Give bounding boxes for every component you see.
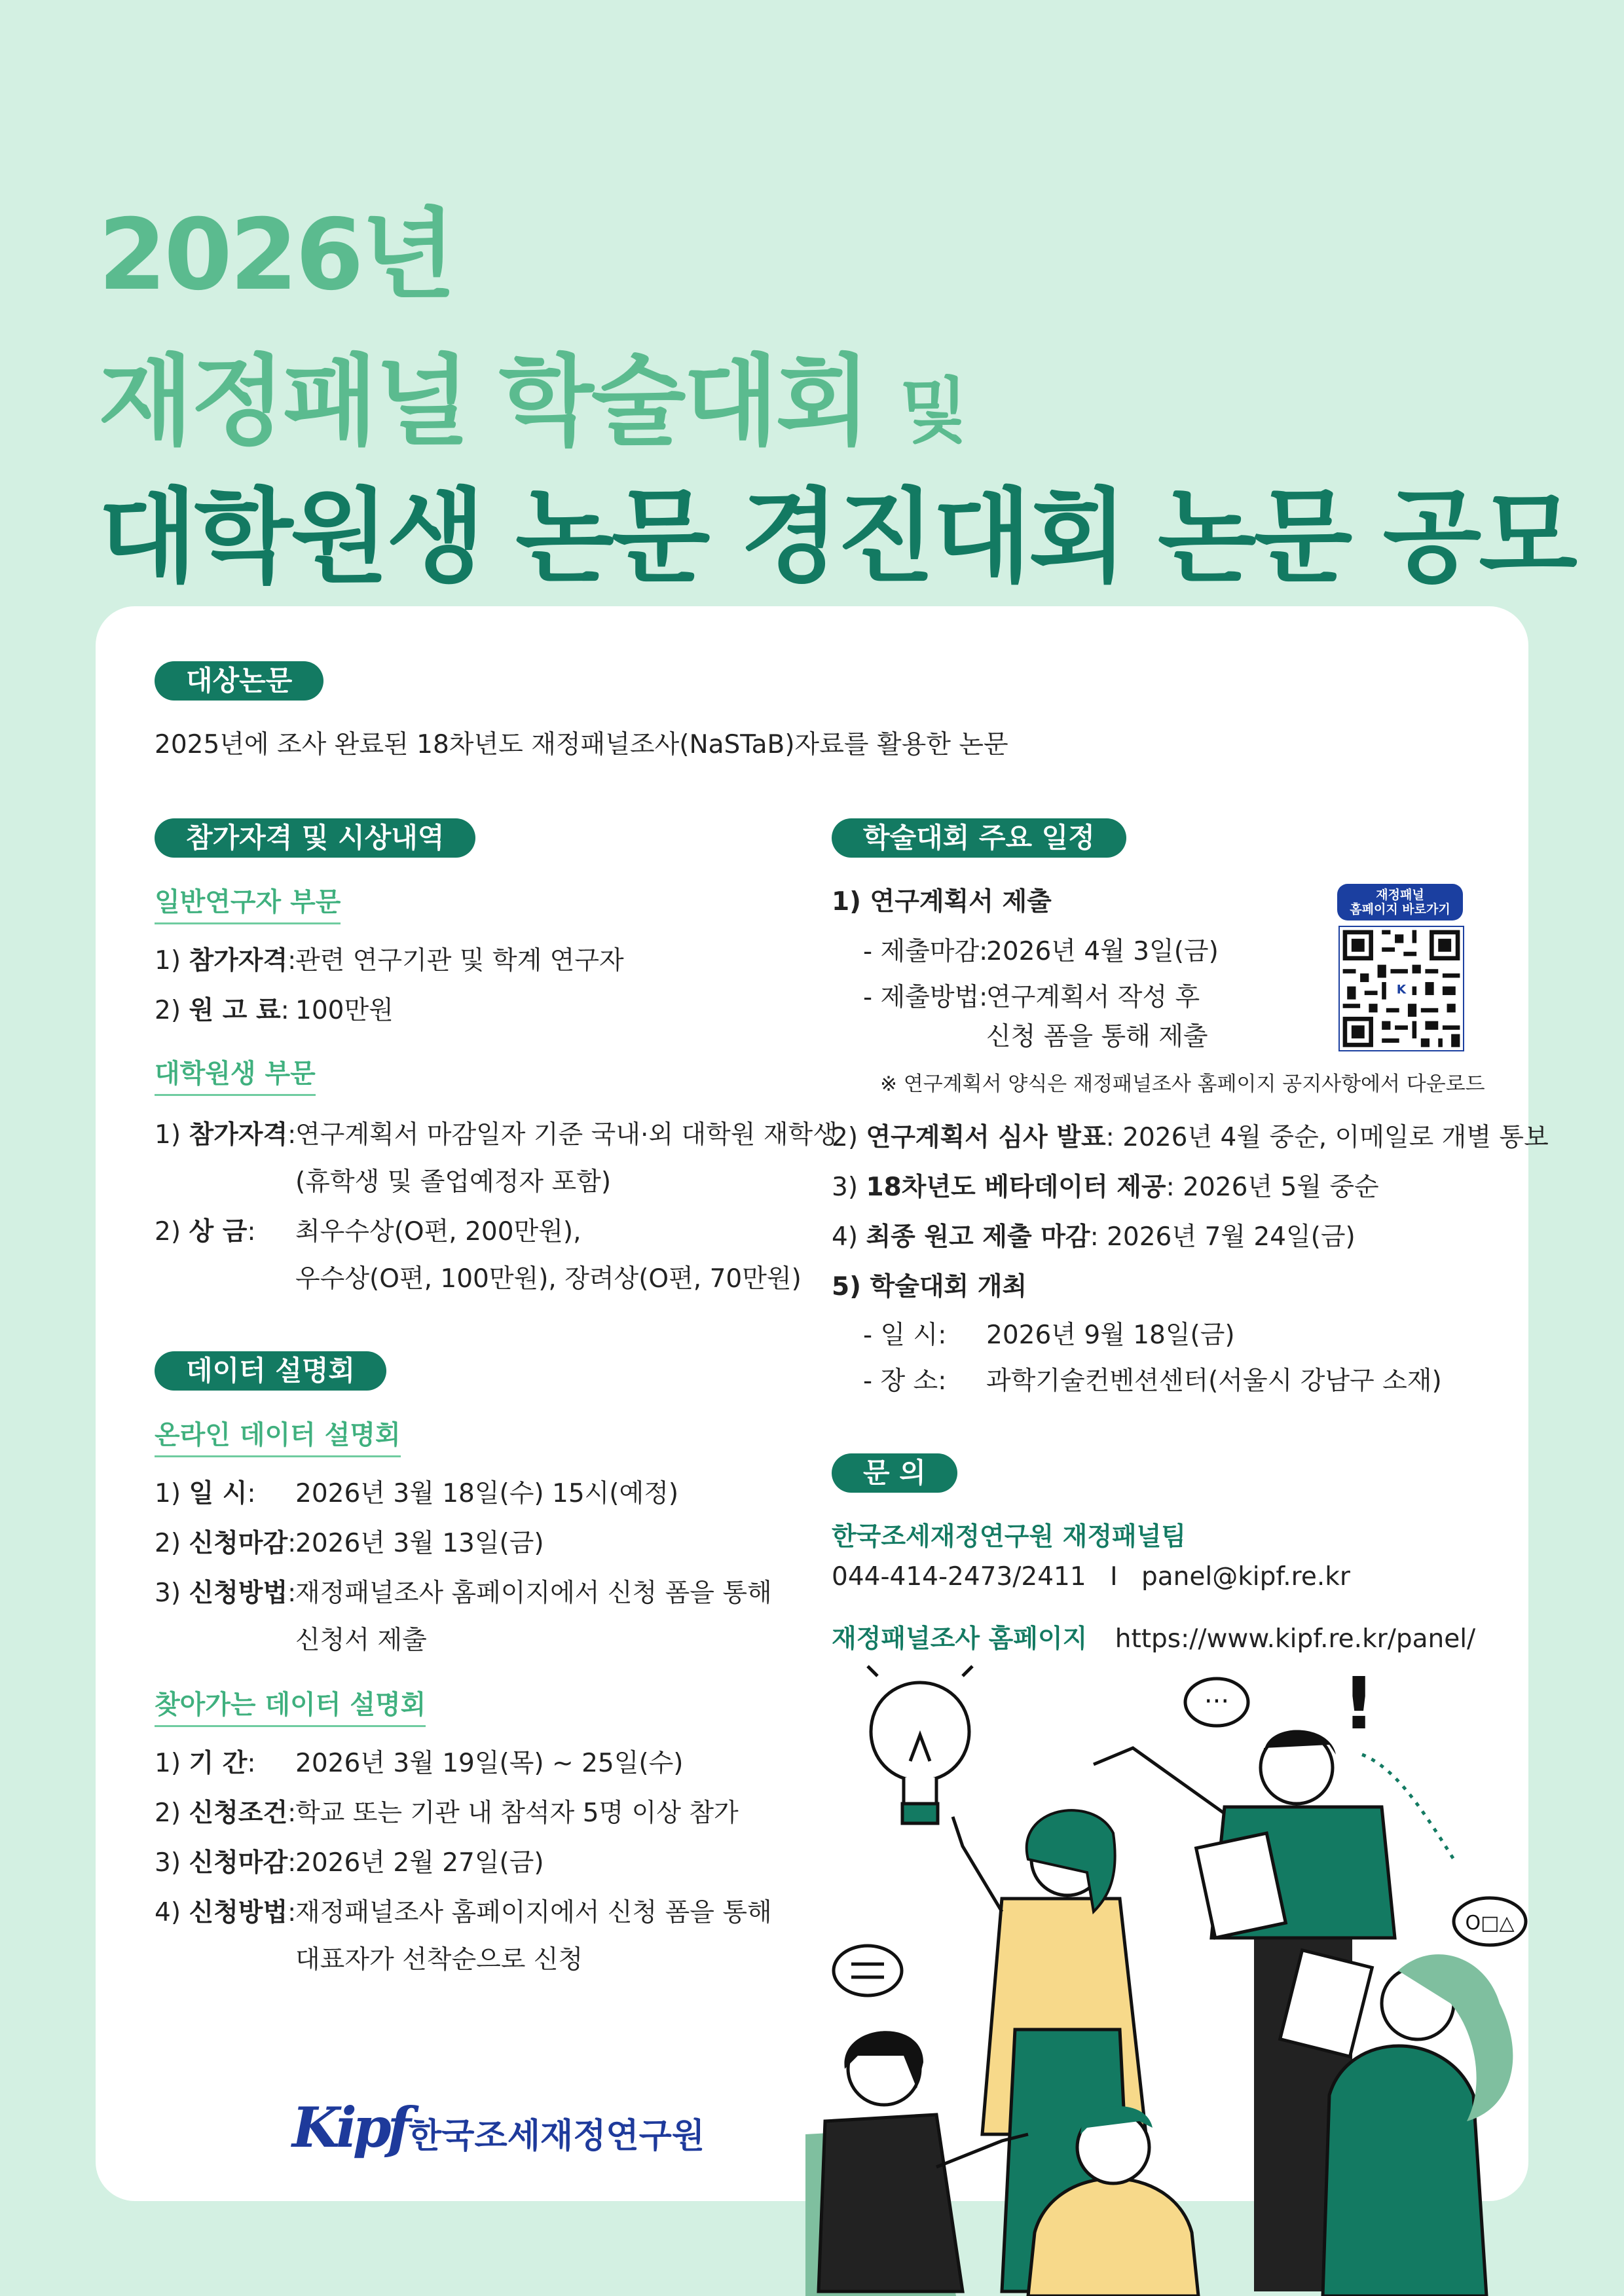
item-text: : 2026년 5월 중순 — [1166, 1173, 1379, 1202]
grad-item-2-line-2: 우수상(O편, 100만원), 장려상(O편, 70만원) — [295, 1264, 802, 1294]
schedule-1-method-label: - 제출방법: — [863, 983, 988, 1012]
online-item-3: 3) 신청방법: — [155, 1578, 297, 1608]
schedule-1-note: ※ 연구계획서 양식은 재정패널조사 홈페이지 공지사항에서 다운로드 — [880, 1072, 1485, 1096]
contact-phone-email — [832, 1562, 1350, 1592]
item-number: 4) — [155, 1898, 181, 1927]
qr-label-line-1: 재정패널 — [1376, 888, 1424, 902]
online-item-3-text: 재정패널조사 홈페이지에서 신청 폼을 통해 — [295, 1578, 772, 1608]
grad-item-1-line-2: (휴학생 및 졸업예정자 포함) — [295, 1167, 612, 1197]
kipf-logo-name: 한국조세재정연구원 — [409, 2117, 705, 2156]
item-label: 기 간 — [189, 1749, 248, 1778]
contact-separator: I — [1110, 1562, 1118, 1592]
item-number: 2) — [155, 1798, 181, 1828]
title-main-text: 재정패널 학술대회 — [98, 345, 868, 459]
title-line-3: 대학원생 논문 경진대회 논문 공모 — [98, 477, 1575, 596]
item-label: 신청방법 — [189, 1578, 288, 1608]
general-item-2-text: 100만원 — [295, 996, 394, 1025]
schedule-5-head: 5) 학술대회 개최 — [832, 1272, 1027, 1302]
schedule-1-head: 1) 연구계획서 제출 — [832, 887, 1052, 917]
item-number: 1) — [155, 1120, 181, 1150]
general-heading: 일반연구자 부문 — [155, 881, 341, 924]
online-item-2: 2) 신청마감: — [155, 1529, 297, 1558]
visiting-item-3: 3) 신청마감: — [155, 1848, 297, 1878]
online-heading: 온라인 데이터 설명회 — [155, 1414, 401, 1457]
item-label: 참가자격 — [189, 1120, 288, 1150]
title-line-2 — [98, 322, 965, 464]
item-number: 3) — [155, 1578, 181, 1608]
schedule-4 — [832, 1216, 1356, 1253]
online-item-2-text: 2026년 3월 13일(금) — [295, 1529, 544, 1558]
online-item-1-text: 2026년 3월 18일(수) 15시(예정) — [295, 1479, 679, 1508]
schedule-2 — [832, 1117, 1549, 1154]
item-number: 3) — [832, 1173, 858, 1202]
shapes-bubble-icon — [1454, 1898, 1526, 1945]
visiting-item-2: 2) 신청조건: — [155, 1798, 297, 1828]
homepage-label: 재정패널조사 홈페이지 — [832, 1624, 1088, 1654]
kipf-logo-word: Kipf — [292, 2095, 407, 2160]
schedule-5-date: 2026년 9월 18일(금) — [986, 1321, 1235, 1350]
item-number: 4) — [832, 1222, 858, 1252]
schedule-5-place-label: - 장 소: — [863, 1366, 947, 1396]
item-label: 신청마감 — [189, 1529, 288, 1558]
shapes-text: O□△ — [1465, 1912, 1515, 1935]
qr-label — [1337, 884, 1463, 920]
chat-bubble-icon — [834, 1946, 902, 1995]
exclamation-mark: ! — [1342, 1663, 1376, 1745]
item-number: 2) — [155, 1217, 181, 1247]
grad-item-1: 1) 참가자격: — [155, 1120, 297, 1150]
visiting-item-4-line-2: 대표자가 선착순으로 신청 — [295, 1945, 583, 1975]
item-number: 2) — [155, 1529, 181, 1558]
item-label: 최종 원고 제출 마감 — [866, 1222, 1090, 1252]
grad-item-1-line-1: 연구계획서 마감일자 기준 국내·외 대학원 재학생 — [295, 1120, 838, 1150]
visiting-item-3-text: 2026년 2월 27일(금) — [295, 1848, 544, 1878]
target-text: 2025년에 조사 완료된 18차년도 재정패널조사(NaSTaB)자료를 활용한 논문 — [155, 730, 1008, 759]
item-label: 신청방법 — [189, 1898, 288, 1927]
contact-org: 한국조세재정연구원 재정패널팀 — [832, 1522, 1187, 1552]
visiting-item-1-text: 2026년 3월 19일(목) ~ 25일(수) — [295, 1749, 684, 1778]
item-label: 참가자격 — [189, 946, 288, 975]
schedule-3 — [832, 1167, 1379, 1203]
schedule-pill: 학술대회 주요 일정 — [832, 818, 1126, 858]
item-label: 상 금 — [189, 1217, 248, 1247]
item-number: 3) — [155, 1848, 181, 1878]
lightbulb-icon — [868, 1663, 972, 1823]
online-item-3-line-2: 신청서 제출 — [295, 1626, 427, 1655]
visiting-item-2-text: 학교 또는 기관 내 참석자 5명 이상 참가 — [295, 1798, 739, 1828]
contact-pill: 문 의 — [832, 1453, 957, 1493]
item-text: : 2026년 7월 24일(금) — [1090, 1222, 1356, 1252]
visiting-heading: 찾아가는 데이터 설명회 — [155, 1684, 426, 1727]
contact-homepage — [832, 1618, 1475, 1655]
schedule-1-deadline-label: - 제출마감: — [863, 937, 988, 966]
item-number: 1) — [155, 946, 181, 975]
item-number: 2) — [155, 996, 181, 1025]
general-item-1: 1) 참가자격: — [155, 946, 297, 975]
item-label: 신청조건 — [189, 1798, 288, 1828]
homepage-url[interactable]: https://www.kipf.re.kr/panel/ — [1115, 1624, 1476, 1654]
eligibility-pill: 참가자격 및 시상내역 — [155, 818, 475, 858]
schedule-1-method-line-1: 연구계획서 작성 후 — [986, 983, 1200, 1012]
visiting-item-4: 4) 신청방법: — [155, 1898, 297, 1927]
schedule-5-date-label: - 일 시: — [863, 1321, 947, 1350]
item-label: 연구계획서 심사 발표 — [866, 1123, 1106, 1152]
item-label: 원 고 료 — [189, 996, 281, 1025]
contact-email[interactable]: panel@kipf.re.kr — [1141, 1562, 1350, 1592]
visiting-item-4-text: 재정패널조사 홈페이지에서 신청 폼을 통해 — [295, 1898, 772, 1927]
data-session-pill: 데이터 설명회 — [155, 1351, 386, 1391]
target-pill: 대상논문 — [155, 661, 323, 701]
visiting-item-1: 1) 기 간: — [155, 1749, 256, 1778]
schedule-1-method-line-2: 신청 폼을 통해 제출 — [986, 1022, 1208, 1051]
svg-text:K: K — [1396, 983, 1407, 997]
item-number: 1) — [155, 1749, 181, 1778]
qr-code-icon[interactable] — [1338, 926, 1464, 1051]
general-item-2: 2) 원 고 료: — [155, 996, 289, 1025]
item-text: : 2026년 4월 중순, 이메일로 개별 통보 — [1105, 1123, 1549, 1152]
online-item-1: 1) 일 시: — [155, 1479, 256, 1508]
item-label: 일 시 — [189, 1479, 248, 1508]
schedule-5-place: 과학기술컨벤션센터(서울시 강남구 소재) — [986, 1366, 1442, 1396]
item-number: 1) — [155, 1479, 181, 1508]
grad-item-2: 2) 상 금: — [155, 1217, 256, 1247]
qr-label-line-2: 홈페이지 바로가기 — [1350, 902, 1450, 917]
item-label: 18차년도 베타데이터 제공 — [866, 1173, 1166, 1202]
schedule-1-deadline: 2026년 4월 3일(금) — [986, 937, 1219, 966]
bubble-text: ··· — [1204, 1686, 1230, 1717]
title-and-text: 및 — [899, 371, 965, 452]
general-item-1-text: 관련 연구기관 및 학계 연구자 — [295, 946, 624, 975]
grad-heading: 대학원생 부문 — [155, 1053, 316, 1096]
item-number: 2) — [832, 1123, 858, 1152]
item-label: 신청마감 — [189, 1848, 288, 1878]
contact-phone: 044-414-2473/2411 — [832, 1562, 1086, 1592]
grad-item-2-line-1: 최우수상(O편, 200만원), — [295, 1217, 581, 1247]
people-illustration — [805, 1663, 1559, 2296]
title-year: 2026년 — [98, 198, 454, 312]
speech-bubble-icon — [1185, 1679, 1248, 1726]
